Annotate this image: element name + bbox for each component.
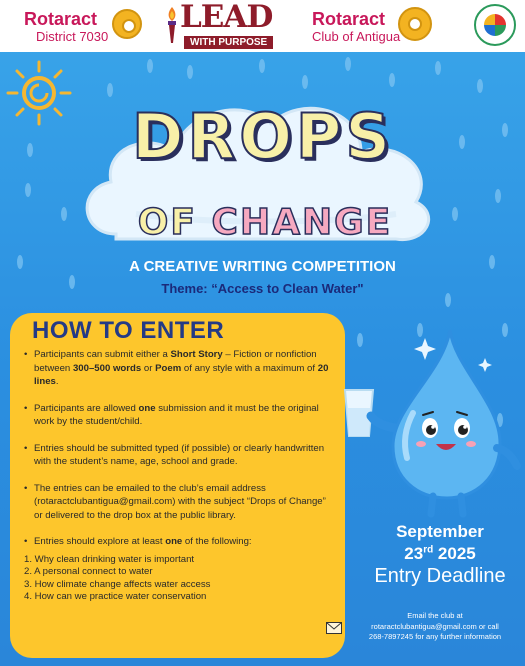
rule-bold: one xyxy=(138,402,156,414)
rule-item: • The entries can be emailed to the club’s email address (rotaractclubantigua@gmail.com) with the subject “Drops of Change” or delivered to the drop box at the public library. xyxy=(24,482,331,523)
contact-info xyxy=(350,611,520,643)
deadline-day: 23 xyxy=(404,544,424,563)
rule-item xyxy=(24,402,331,429)
seal-emblem-icon xyxy=(484,14,506,36)
sun-icon xyxy=(4,58,74,128)
entry-deadline xyxy=(358,522,522,588)
rule-text: Participants are allowed xyxy=(34,402,139,414)
competition-subtitle: A CREATIVE WRITING COMPETITION xyxy=(129,258,396,275)
club-seal-logo xyxy=(474,4,516,46)
rotaract-club-logo xyxy=(312,9,400,45)
contact-line: 268-7897245 for any further information xyxy=(368,632,502,641)
rule-text: Participants can submit either a xyxy=(34,349,171,360)
mail-icon xyxy=(326,622,342,634)
rule-text: or xyxy=(141,362,156,374)
rule-text: . xyxy=(55,376,59,387)
topic-list xyxy=(24,554,331,604)
contact-line: rotaractclubantigua@gmail.com or call xyxy=(371,621,499,631)
rule-text: submission and it must be the original work by the student/child. xyxy=(34,402,319,427)
lead-word: LEAD xyxy=(180,0,273,35)
water-drop-mascot-icon xyxy=(335,318,525,518)
theme-line: Theme: “Access to Clean Water" xyxy=(161,281,364,296)
topic-item: 3. How climate change affects water access xyxy=(24,578,211,590)
rule-bold: 20 lines xyxy=(34,362,329,387)
title-drops: DROPS xyxy=(131,100,394,173)
rotary-wheel-icon xyxy=(398,7,432,41)
rule-bold: Poem xyxy=(155,362,182,374)
deadline-date xyxy=(358,544,522,564)
topic-item: 2. A personal connect to water xyxy=(24,566,153,577)
deadline-suffix: rd xyxy=(423,544,434,556)
rotaract-district-logo xyxy=(24,9,108,45)
torch-icon xyxy=(164,5,180,45)
rule-text: Entries should explore at least xyxy=(34,536,166,547)
rule-text: of any style with a maximum of xyxy=(181,362,318,374)
contact-line: Email the club at xyxy=(407,611,463,620)
rule-text: of the following: xyxy=(182,536,252,547)
how-to-enter-card xyxy=(10,313,345,658)
rule-bold: Short Story xyxy=(170,349,223,360)
rule-item: • Entries should be submitted typed (if possible) or clearly handwritten with the student’s name, age, school and grade. xyxy=(24,442,331,469)
deadline-year: 2025 xyxy=(433,544,476,563)
topic-item: 1. Why clean drinking water is important xyxy=(24,553,195,565)
rule-item xyxy=(24,348,331,389)
lead-with-purpose-logo xyxy=(164,0,282,49)
rule-bold: 300–500 words xyxy=(72,362,142,374)
rotaract-right-club: Club of Antigua xyxy=(312,29,401,44)
rule-item xyxy=(24,535,331,549)
rotaract-left-name: Rotaract xyxy=(24,9,98,29)
lead-tagline: WITH PURPOSE xyxy=(184,36,273,49)
topic-item: 4. How can we practice water conservation xyxy=(24,591,207,602)
title-of-change xyxy=(100,202,430,243)
header-bar xyxy=(0,0,525,52)
title-of: OF xyxy=(137,202,197,243)
title-change: CHANGE xyxy=(211,202,393,243)
deadline-month: September xyxy=(396,522,484,541)
deadline-label: Entry Deadline xyxy=(374,565,506,587)
rule-text: – Fiction or nonfiction between xyxy=(34,349,317,374)
rotary-wheel-icon xyxy=(112,9,142,39)
rotaract-left-district: District 7030 xyxy=(36,29,109,44)
rule-bold: one xyxy=(165,536,183,547)
rotaract-right-name: Rotaract xyxy=(312,9,386,29)
how-to-enter-heading: HOW TO ENTER xyxy=(32,317,225,344)
